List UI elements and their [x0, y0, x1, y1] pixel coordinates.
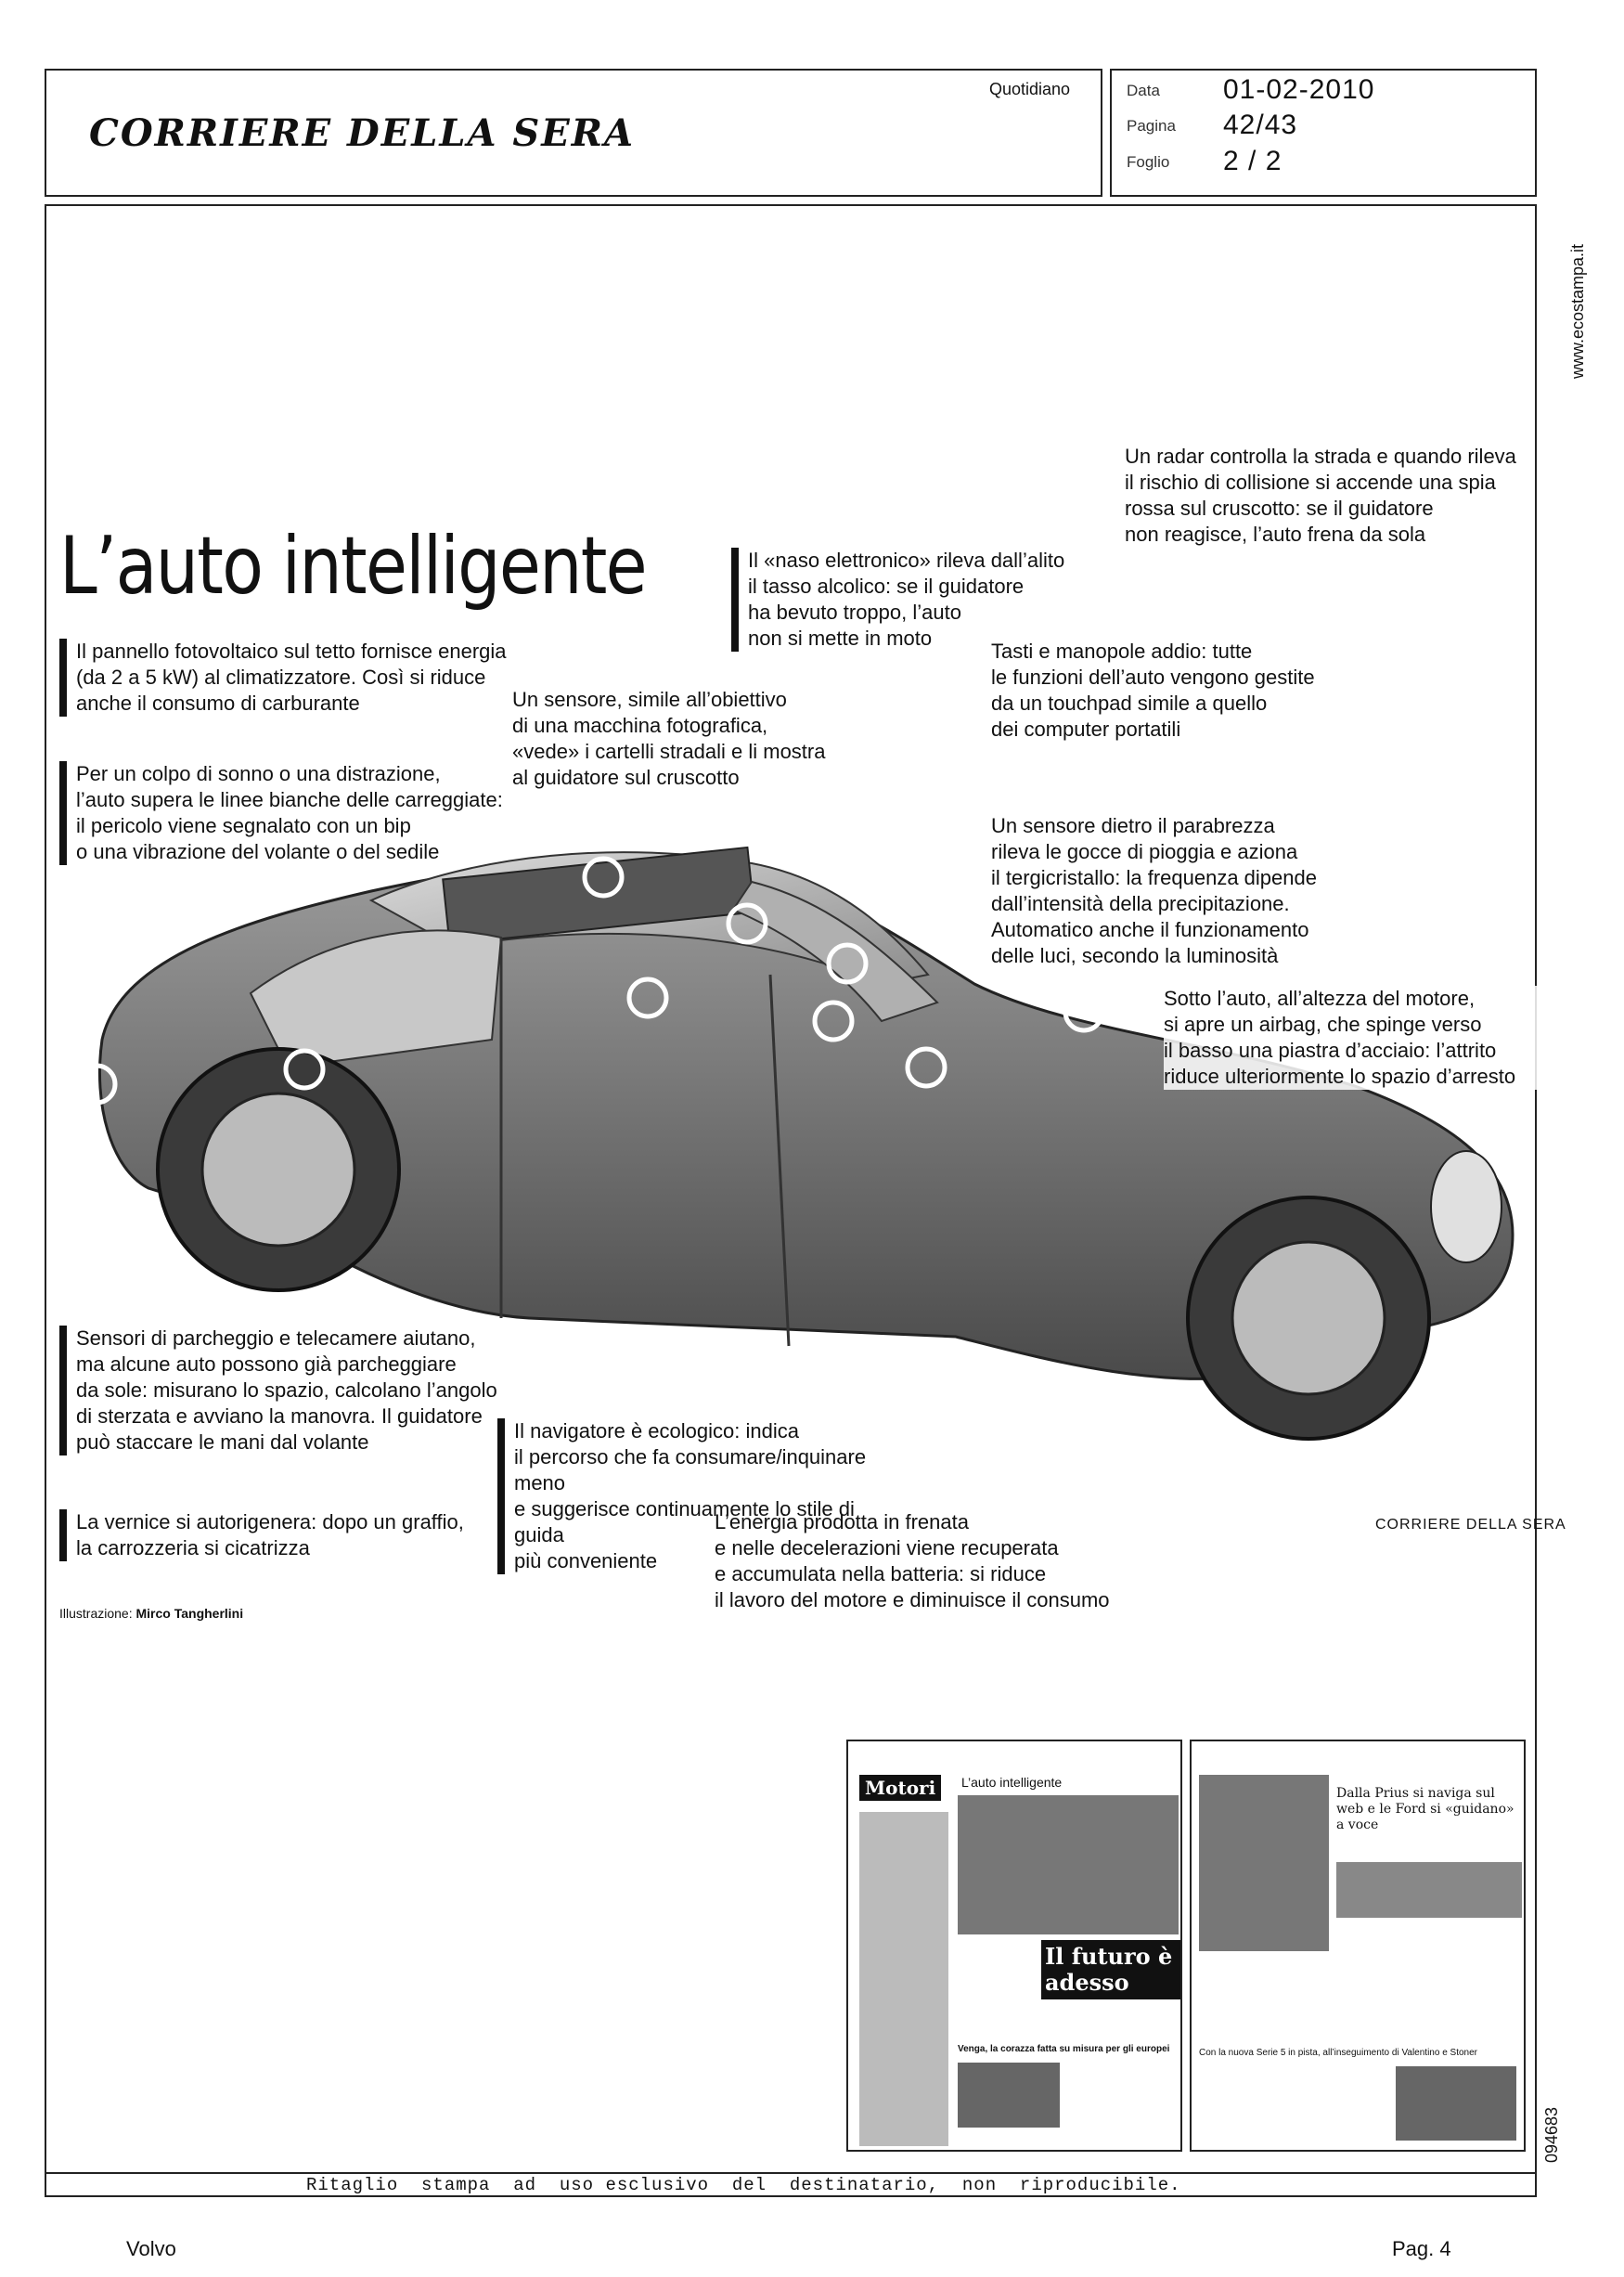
thumb-right-car: [1199, 1775, 1329, 1951]
footer-page: Pag. 4: [1392, 2237, 1451, 2260]
source-logo: CORRIERE DELLA SERA: [1375, 1517, 1566, 1533]
thumb-left-photo: [958, 2063, 1060, 2128]
sheet-label: Foglio: [1127, 153, 1170, 171]
thumb-left-title: L’auto intelligente: [961, 1775, 1063, 1790]
caption-airbag: Sotto l’auto, all’altezza del motore, si apre un airbag, che spinge verso il basso una piastra d’acciaio: l’attrito riduce ulteriormente lo spazio d’arresto: [1164, 986, 1544, 1090]
thumb-right-headline: Dalla Prius si naviga sul web e le Ford si «guidano» a voce: [1336, 1786, 1514, 1832]
thumb-left-car: [958, 1795, 1179, 1934]
caption-braking: L’energia prodotta in frenata e nelle decelerazioni viene recuperata e accumulata nella batteria: si riduce il lavoro del motore e diminuisce il consumo: [715, 1510, 1110, 1611]
caption-parking: Sensori di parcheggio e telecamere aiutano, ma alcune auto possono già parcheggiare da sole: misurano lo spazio, calcolano l’angolo di sterzata e avviano la manovra. Il guidatore può staccare le mani dal volante: [59, 1326, 540, 1455]
credit-name: Mirco Tangherlini: [135, 1606, 244, 1621]
thumb-right-photo: [1336, 1862, 1522, 1918]
side-code: 094683: [1542, 2106, 1561, 2163]
caption-radar: Un radar controlla la strada e quando rileva il rischio di collisione si accende una spia rossa sul cruscotto: se il guidatore non reagisce, l’auto frena da sola: [1125, 445, 1516, 546]
thumbnail-left: [846, 1740, 1182, 2152]
caption-navigator: Il navigatore è ecologico: indica il percorso che fa consumare/inquinare meno e suggerisce continuamente lo stile di guida più conveniente: [497, 1418, 904, 1574]
thumb-left-section: Motori: [859, 1775, 941, 1801]
caption-alcohol: Il «naso elettronico» rileva dall’alito il tasso alcolico: se il guidatore ha bevuto troppo, l’auto non si mette in moto: [731, 548, 1138, 652]
illustration-credit: [59, 1606, 243, 1621]
thumb-left-headline: Il futuro è adesso: [1041, 1940, 1182, 1999]
front-wheel-rim: [1232, 1242, 1385, 1394]
caption-rain: Un sensore dietro il parabrezza rileva le gocce di pioggia e aziona il tergicristallo: la frequenza dipende dall’intensità della precipitazione. Automatico anche il funzionamento delle luci, secondo la luminosità: [991, 814, 1317, 967]
caption-camera: Un sensore, simile all’obiettivo di una macchina fotografica, «vede» i cartelli stradali e li mostra al guidatore sul cruscotto: [512, 688, 826, 789]
thumb-left-sub: Venga, la corazza fatta su misura per gli europei: [958, 2044, 1170, 2054]
date-label: Data: [1127, 82, 1160, 99]
caption-solar: Il pannello fotovoltaico sul tetto fornisce energia (da 2 a 5 kW) al climatizzatore. Così si riduce anche il consumo di carburante: [59, 639, 596, 717]
credit-label: Illustrazione:: [59, 1606, 133, 1621]
headlight: [1431, 1151, 1502, 1262]
caption-paint: La vernice si autorigenera: dopo un graffio, la carrozzeria si cicatrizza: [59, 1509, 540, 1561]
side-url: www.ecostampa.it: [1568, 243, 1587, 379]
caption-lane: Per un colpo di sonno o una distrazione, l’auto supera le linee bianche delle carreggiate: il pericolo viene segnalato con un bip o una vibrazione del volante o del sedile: [59, 761, 559, 865]
article-title: L’auto intelligente: [59, 520, 646, 613]
frequency-label: Quotidiano: [989, 80, 1071, 98]
page-value: 42/43: [1223, 110, 1298, 140]
thumb-left-column: [859, 1812, 948, 2146]
thumb-right-sub: Con la nuova Serie 5 in pista, all’inseguimento di Valentino e Stoner: [1199, 2048, 1477, 2058]
footer-notice: Ritaglio stampa ad uso esclusivo del destinatario, non riproducibile.: [306, 2175, 1181, 2195]
sheet-value: 2 / 2: [1223, 146, 1282, 176]
rear-wheel-rim: [202, 1093, 354, 1246]
masthead: CORRIERE DELLA SERA: [89, 111, 636, 155]
date-value: 01-02-2010: [1223, 74, 1375, 105]
footer-client: Volvo: [126, 2237, 176, 2260]
page-label: Pagina: [1127, 117, 1176, 135]
thumb-right-photo-2: [1396, 2066, 1516, 2141]
caption-touchpad: Tasti e manopole addio: tutte le funzioni dell’auto vengono gestite da un touchpad simile a quello dei computer portatili: [991, 640, 1315, 741]
footer-rule: [45, 2172, 1537, 2174]
thumbnail-right: [1190, 1740, 1526, 2152]
